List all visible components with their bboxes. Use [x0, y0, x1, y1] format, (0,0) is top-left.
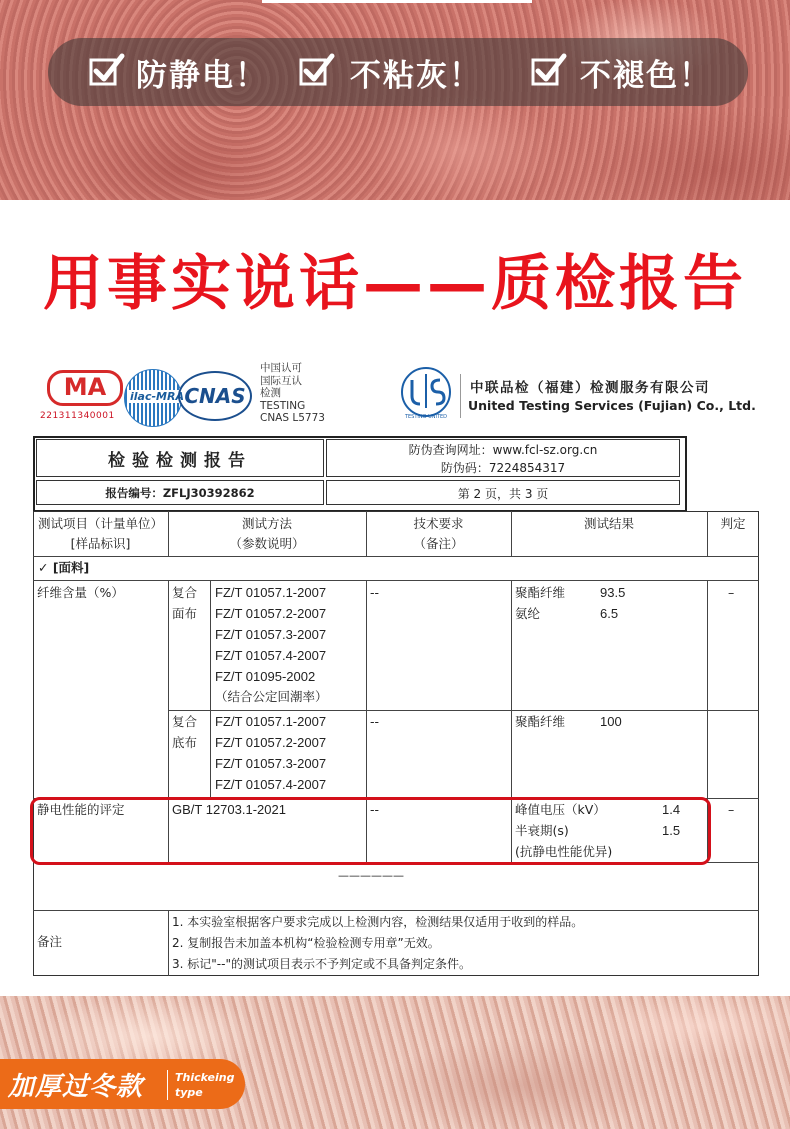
end-mark: —————— [338, 869, 404, 882]
note-line: 3. 标记"--"的测试项目表示不予判定或不具备判定条件。 [172, 957, 471, 971]
table-rule [168, 910, 169, 976]
result-value: 93.5 [600, 585, 626, 600]
table-rule [169, 710, 759, 711]
report-number: 报告编号：ZFLJ30392862 [105, 486, 255, 500]
part-label: 面布 [172, 606, 198, 621]
method-line: FZ/T 01057.4-2007 [215, 777, 327, 792]
accreditation-line: TESTING [260, 399, 306, 412]
page-info: 第 2 页，共 3 页 [457, 487, 549, 501]
method-line: FZ/T 01057.1-2007 [215, 585, 327, 600]
static-grade: (抗静电性能优异) [515, 844, 613, 859]
accreditation-line: 中国认可 [260, 362, 302, 374]
accreditation-line: 检测 [260, 387, 281, 399]
badge-title: 加厚过冬款 [8, 1072, 144, 1102]
badge-subtitle: Thickeing [175, 1071, 235, 1084]
item-fiber-content: 纤维含量（%） [37, 585, 124, 600]
col-header-method-sub: （参数说明） [229, 536, 305, 551]
feature-colorfast: 不褪色！ [580, 58, 712, 94]
col-header-result: 测试结果 [583, 516, 634, 531]
result-name: 半衰期(s) [515, 823, 569, 838]
verify-code: 防伪码：7224854317 [440, 461, 566, 475]
note-line: 2. 复制报告未加盖本机构“检验检测专用章”无效。 [172, 936, 440, 950]
verdict: – [728, 585, 735, 600]
badge-divider [167, 1070, 168, 1100]
uts-logo [398, 364, 454, 422]
result-value: 1.5 [662, 823, 681, 838]
verdict: – [728, 802, 735, 817]
logo-divider [460, 374, 461, 418]
method-line: FZ/T 01057.3-2007 [215, 756, 327, 771]
notes-label: 备注 [37, 934, 63, 949]
checkbox-icon [530, 51, 568, 89]
cnas-logo: CNAS [178, 371, 252, 421]
cma-logo: MA [47, 370, 123, 406]
cma-number: 221311340001 [40, 411, 115, 421]
method-line: FZ/T 01057.2-2007 [215, 735, 327, 750]
col-header-method: 测试方法 [241, 516, 292, 531]
accreditation-text [260, 362, 325, 425]
method-line: GB/T 12703.1-2021 [172, 802, 286, 817]
checkbox-icon [88, 51, 126, 89]
banner-top-line [262, 0, 532, 3]
table-rule [33, 580, 759, 581]
col-header-req: 技术要求 [413, 516, 464, 531]
method-line: （结合公定回潮率） [215, 689, 328, 704]
feature-antistatic: 防静电！ [136, 58, 268, 94]
requirement: -- [370, 802, 380, 817]
method-line: FZ/T 01057.3-2007 [215, 627, 327, 642]
method-line: FZ/T 01095-2002 [215, 669, 316, 684]
result-value: 100 [600, 714, 622, 729]
accreditation-line: 国际互认 [260, 374, 302, 387]
result-name: 氨纶 [515, 606, 541, 621]
method-line: FZ/T 01057.1-2007 [215, 714, 327, 729]
checkbox-icon [298, 51, 336, 89]
item-static-rating: 静电性能的评定 [37, 802, 125, 817]
part-label: 底布 [172, 735, 198, 750]
col-header-req-sub: （备注） [413, 536, 464, 551]
result-name: 聚酯纤维 [515, 714, 566, 729]
badge-subtitle: type [175, 1086, 203, 1099]
requirement: -- [370, 585, 380, 600]
method-line: FZ/T 01057.4-2007 [215, 648, 327, 663]
col-header-item-sub: [样品标识] [70, 536, 131, 551]
verify-url: 防伪查询网址：www.fcl-sz.org.cn [408, 443, 598, 457]
company-name-cn: 中联品检（福建）检测服务有限公司 [470, 380, 710, 396]
note-line: 1. 本实验室根据客户要求完成以上检测内容，检测结果仅适用于收到的样品。 [172, 915, 584, 929]
ilac-logo-text: ilac-MRA [130, 390, 184, 403]
requirement: -- [370, 714, 380, 729]
company-name-en: United Testing Services (Fujian) Co., Ltd. [468, 398, 756, 413]
report-title: 检验检测报告 [108, 451, 252, 471]
accreditation-line: CNAS L5773 [260, 412, 325, 424]
table-rule [33, 556, 759, 557]
col-header-item: 测试项目（计量单位） [37, 516, 163, 531]
result-value: 1.4 [662, 802, 681, 817]
part-label: 复合 [172, 714, 198, 729]
table-rule [33, 910, 759, 911]
result-value: 6.5 [600, 606, 619, 621]
method-line: FZ/T 01057.2-2007 [215, 606, 327, 621]
section-label: ✓ [面料] [38, 560, 90, 575]
result-name: 峰值电压（kV） [515, 802, 606, 817]
feature-dust-free: 不粘灰！ [350, 58, 482, 94]
page-headline: 用事实说话——质检报告 [43, 249, 747, 319]
highlight-box [30, 797, 711, 865]
result-name: 聚酯纤维 [515, 585, 566, 600]
col-header-verdict: 判定 [720, 516, 746, 531]
table-rule [210, 580, 211, 798]
svg-text:TESTING·UNITED: TESTING·UNITED [404, 414, 448, 420]
part-label: 复合 [172, 585, 198, 600]
